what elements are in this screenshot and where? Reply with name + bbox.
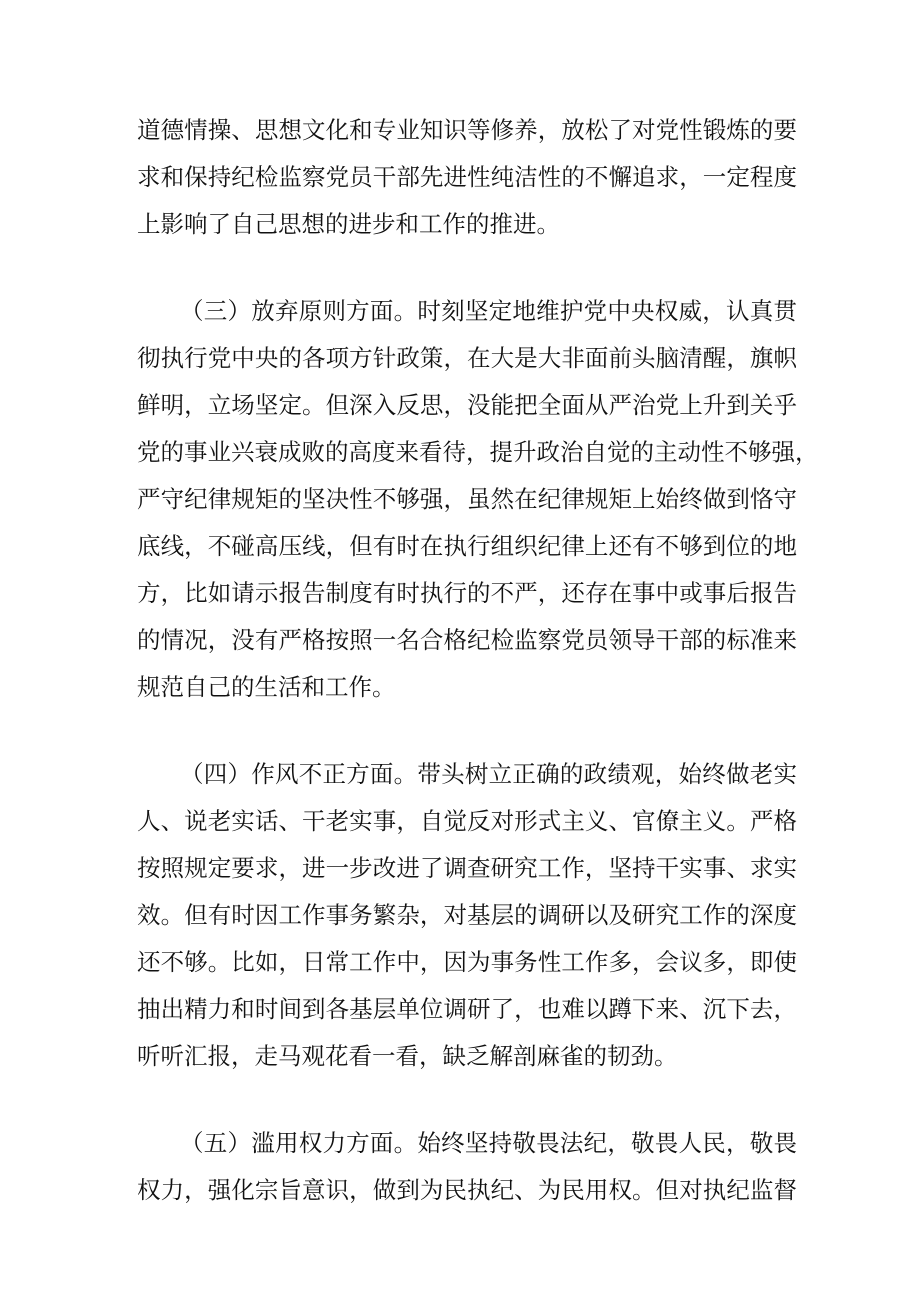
paragraph-line: 按照规定要求，进一步改进了调查研究工作，坚持干实事、求实: [137, 854, 797, 882]
paragraph-line: （三）放弃原则方面。时刻坚定地维护党中央权威，认真贯: [180, 297, 797, 325]
paragraph-line: 党的事业兴衰成败的高度来看待，提升政治自觉的主动性不够强，: [137, 438, 819, 466]
paragraph-line: 的情况，没有严格按照一名合格纪检监察党员领导干部的标准来: [137, 626, 797, 654]
paragraph-line: 权力，强化宗旨意识，做到为民执纪、为民用权。但对执纪监督: [137, 1176, 797, 1204]
paragraph-line: 严守纪律规矩的坚决性不够强，虽然在纪律规矩上始终做到恪守: [137, 485, 797, 513]
paragraph-line: 底线，不碰高压线，但有时在执行组织纪律上还有不够到位的地: [137, 532, 797, 560]
paragraph-line: 效。但有时因工作事务繁杂，对基层的调研以及研究工作的深度: [137, 901, 797, 929]
paragraph-line: 方，比如请示报告制度有时执行的不严，还存在事中或事后报告: [137, 579, 797, 607]
paragraph-line: 听听汇报，走马观花看一看，缺乏解剖麻雀的韧劲。: [137, 1042, 678, 1070]
paragraph-line: 还不够。比如，日常工作中，因为事务性工作多，会议多，即使: [137, 948, 797, 976]
paragraph-line: 人、说老实话、干老实事，自觉反对形式主义、官僚主义。严格: [137, 807, 797, 835]
paragraph-line: 道德情操、思想文化和专业知识等修养，放松了对党性锻炼的要: [137, 116, 797, 144]
paragraph-line: 抽出精力和时间到各基层单位调研了，也难以蹲下来、沉下去，: [137, 995, 797, 1023]
paragraph-line: 鲜明，立场坚定。但深入反思，没能把全面从严治党上升到关乎: [137, 391, 797, 419]
paragraph-line: （四）作风不正方面。带头树立正确的政绩观，始终做老实: [180, 760, 797, 788]
paragraph-line: 规范自己的生活和工作。: [137, 673, 396, 701]
paragraph-line: 求和保持纪检监察党员干部先进性纯洁性的不懈追求，一定程度: [137, 163, 797, 191]
paragraph-line: 彻执行党中央的各项方针政策，在大是大非面前头脑清醒，旗帜: [137, 344, 797, 372]
paragraph-line: 上影响了自己思想的进步和工作的推进。: [137, 210, 560, 238]
paragraph-line: （五）滥用权力方面。始终坚持敬畏法纪，敬畏人民，敬畏: [180, 1129, 797, 1157]
